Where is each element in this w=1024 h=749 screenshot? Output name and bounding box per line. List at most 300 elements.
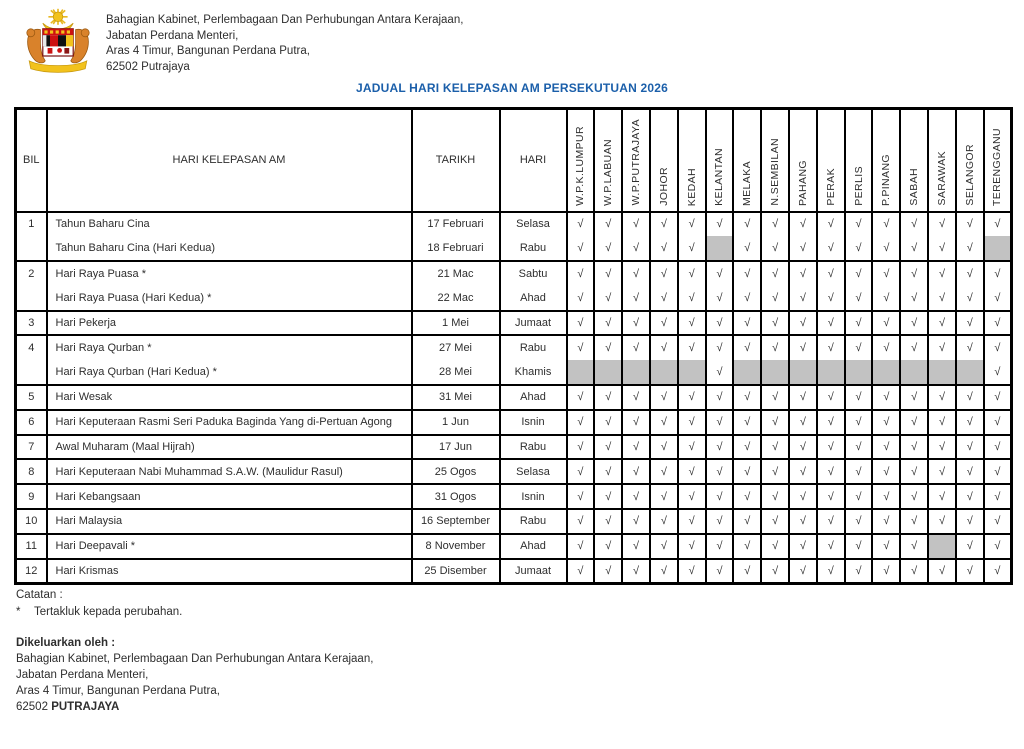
bil-cell: 8: [16, 459, 47, 484]
col-header-state-selangor: [956, 109, 984, 212]
table-row: [16, 261, 1012, 286]
holiday-date-cell: 1 Jun: [412, 410, 500, 435]
letterhead-line: Jabatan Perdana Menteri,: [106, 29, 239, 42]
check-cell: √: [872, 435, 900, 460]
holiday-day-cell: Selasa: [500, 459, 567, 484]
check-cell: √: [733, 385, 761, 410]
check-cell: √: [845, 261, 873, 286]
check-cell: √: [928, 509, 956, 534]
check-cell: √: [622, 459, 650, 484]
check-cell: √: [984, 385, 1012, 410]
col-header-day: HARI: [500, 109, 567, 212]
check-cell: √: [817, 212, 845, 237]
check-cell: √: [706, 286, 734, 311]
page-title: JADUAL HARI KELEPASAN AM PERSEKUTUAN 2026: [355, 81, 669, 95]
state-label: TERENGGANU: [991, 127, 1004, 206]
table-row: [16, 509, 1012, 534]
col-header-state-n-sembilan: [761, 109, 789, 212]
check-cell: √: [622, 335, 650, 360]
check-cell: √: [678, 509, 706, 534]
bil-cell: 12: [16, 559, 47, 584]
check-cell: √: [594, 261, 622, 286]
state-label: JOHOR: [657, 167, 670, 206]
check-cell: √: [650, 534, 678, 559]
check-cell: √: [845, 410, 873, 435]
check-cell: √: [678, 335, 706, 360]
table-header-row: [16, 109, 1012, 212]
catatan-note-text: Tertakluk kepada perubahan.: [34, 606, 183, 618]
holiday-name-cell: Tahun Baharu Cina (Hari Kedua): [47, 236, 412, 261]
not-applicable-cell: [567, 360, 595, 385]
check-cell: √: [956, 459, 984, 484]
state-label: W.P.LABUAN: [602, 138, 615, 206]
state-label: W.P.K.LUMPUR: [574, 125, 587, 206]
check-cell: √: [761, 435, 789, 460]
holiday-date-cell: 16 September: [412, 509, 500, 534]
check-cell: √: [622, 435, 650, 460]
check-cell: √: [622, 534, 650, 559]
holiday-date-cell: 18 Februari: [412, 236, 500, 261]
check-cell: √: [984, 410, 1012, 435]
col-header-state-johor: [650, 109, 678, 212]
check-cell: √: [956, 212, 984, 237]
check-cell: √: [733, 559, 761, 584]
check-cell: √: [733, 534, 761, 559]
table-row: [16, 410, 1012, 435]
issued-by-label: Dikeluarkan oleh :: [16, 637, 116, 649]
check-cell: √: [567, 212, 595, 237]
check-cell: √: [678, 559, 706, 584]
check-cell: √: [761, 459, 789, 484]
table-row: [16, 335, 1012, 360]
malaysia-coat-of-arms-logo: [18, 8, 98, 80]
col-header-state-pahang: [789, 109, 817, 212]
check-cell: √: [567, 534, 595, 559]
check-cell: √: [594, 459, 622, 484]
holiday-date-cell: 17 Februari: [412, 212, 500, 237]
catatan-label: Catatan :: [16, 589, 63, 601]
check-cell: √: [817, 236, 845, 261]
check-cell: √: [928, 212, 956, 237]
check-cell: √: [706, 435, 734, 460]
check-cell: √: [817, 435, 845, 460]
check-cell: √: [845, 311, 873, 336]
check-cell: √: [900, 335, 928, 360]
check-cell: √: [761, 335, 789, 360]
bil-cell: 10: [16, 509, 47, 534]
check-cell: √: [650, 286, 678, 311]
holiday-name-cell: Hari Raya Puasa (Hari Kedua) *: [47, 286, 412, 311]
check-cell: √: [706, 484, 734, 509]
check-cell: √: [872, 311, 900, 336]
check-cell: √: [761, 212, 789, 237]
check-cell: √: [733, 212, 761, 237]
catatan-note: [16, 604, 373, 620]
check-cell: √: [650, 435, 678, 460]
holiday-date-cell: 27 Mei: [412, 335, 500, 360]
holiday-day-cell: Ahad: [500, 534, 567, 559]
asterisk-marker: *: [16, 606, 21, 618]
col-header-state-w-p-labuan: [594, 109, 622, 212]
table-body: [16, 212, 1012, 584]
check-cell: √: [567, 559, 595, 584]
holiday-date-cell: 17 Jun: [412, 435, 500, 460]
holiday-date-cell: 21 Mac: [412, 261, 500, 286]
check-cell: √: [984, 360, 1012, 385]
check-cell: √: [733, 311, 761, 336]
holiday-date-cell: 28 Mei: [412, 360, 500, 385]
check-cell: √: [706, 459, 734, 484]
check-cell: √: [900, 435, 928, 460]
check-cell: √: [872, 484, 900, 509]
check-cell: √: [956, 286, 984, 311]
check-cell: √: [845, 484, 873, 509]
col-header-state-w-p-putrajaya: [622, 109, 650, 212]
check-cell: √: [928, 261, 956, 286]
not-applicable-cell: [622, 360, 650, 385]
col-header-state-sabah: [900, 109, 928, 212]
holiday-day-cell: Jumaat: [500, 311, 567, 336]
col-header-date: TARIKH: [412, 109, 500, 212]
check-cell: √: [594, 484, 622, 509]
table-row: [16, 534, 1012, 559]
check-cell: √: [706, 509, 734, 534]
check-cell: √: [817, 410, 845, 435]
check-cell: √: [928, 236, 956, 261]
check-cell: √: [817, 559, 845, 584]
state-label: PAHANG: [796, 159, 809, 206]
check-cell: √: [706, 212, 734, 237]
check-cell: √: [789, 435, 817, 460]
check-cell: √: [567, 311, 595, 336]
check-cell: √: [678, 410, 706, 435]
table-row: [16, 459, 1012, 484]
issued-city: PUTRAJAYA: [51, 701, 120, 713]
check-cell: √: [900, 385, 928, 410]
table-row: [16, 360, 1012, 385]
check-cell: √: [900, 311, 928, 336]
check-cell: √: [900, 559, 928, 584]
check-cell: √: [567, 410, 595, 435]
table-row: [16, 286, 1012, 311]
check-cell: √: [594, 385, 622, 410]
issued-by-city-line: [16, 699, 373, 715]
check-cell: √: [650, 459, 678, 484]
check-cell: √: [622, 385, 650, 410]
check-cell: √: [956, 261, 984, 286]
check-cell: √: [761, 236, 789, 261]
holiday-day-cell: Selasa: [500, 212, 567, 237]
state-label: SABAH: [908, 168, 921, 206]
check-cell: √: [761, 286, 789, 311]
holiday-name-cell: Hari Keputeraan Rasmi Seri Paduka Baginda Yang di-Pertuan Agong: [47, 410, 412, 435]
check-cell: √: [817, 335, 845, 360]
table-row: [16, 212, 1012, 237]
state-label: P.PINANG: [880, 153, 893, 206]
check-cell: √: [567, 385, 595, 410]
check-cell: √: [789, 484, 817, 509]
check-cell: √: [650, 311, 678, 336]
bil-cell: 3: [16, 311, 47, 336]
holiday-date-cell: 25 Ogos: [412, 459, 500, 484]
check-cell: √: [594, 410, 622, 435]
check-cell: √: [594, 311, 622, 336]
state-label: PERLIS: [852, 166, 865, 206]
check-cell: √: [956, 559, 984, 584]
check-cell: √: [594, 212, 622, 237]
not-applicable-cell: [761, 360, 789, 385]
state-label: N.SEMBILAN: [769, 138, 782, 206]
check-cell: √: [622, 261, 650, 286]
check-cell: √: [567, 459, 595, 484]
table-row: [16, 484, 1012, 509]
holiday-table: [14, 107, 1013, 585]
check-cell: √: [956, 484, 984, 509]
check-cell: √: [928, 459, 956, 484]
issued-postcode: 62502: [16, 701, 48, 713]
check-cell: √: [678, 459, 706, 484]
holiday-name-cell: Hari Pekerja: [47, 311, 412, 336]
check-cell: √: [984, 311, 1012, 336]
check-cell: √: [567, 335, 595, 360]
holiday-date-cell: 8 November: [412, 534, 500, 559]
check-cell: √: [872, 459, 900, 484]
check-cell: √: [845, 509, 873, 534]
holiday-name-cell: Hari Raya Qurban (Hari Kedua) *: [47, 360, 412, 385]
bil-cell: [16, 360, 47, 385]
holiday-name-cell: Tahun Baharu Cina: [47, 212, 412, 237]
check-cell: √: [845, 236, 873, 261]
check-cell: √: [817, 311, 845, 336]
table-row: [16, 311, 1012, 336]
footer-notes: [16, 587, 373, 715]
check-cell: √: [678, 385, 706, 410]
check-cell: √: [761, 484, 789, 509]
check-cell: √: [817, 509, 845, 534]
state-label: KEDAH: [685, 167, 698, 206]
table-row: [16, 385, 1012, 410]
holiday-name-cell: Hari Kebangsaan: [47, 484, 412, 509]
check-cell: √: [984, 484, 1012, 509]
holiday-date-cell: 31 Ogos: [412, 484, 500, 509]
check-cell: √: [733, 509, 761, 534]
check-cell: √: [622, 212, 650, 237]
check-cell: √: [567, 261, 595, 286]
check-cell: √: [928, 410, 956, 435]
check-cell: √: [845, 559, 873, 584]
not-applicable-cell: [956, 360, 984, 385]
check-cell: √: [650, 410, 678, 435]
check-cell: √: [789, 385, 817, 410]
holiday-day-cell: Ahad: [500, 385, 567, 410]
issued-by-line: Aras 4 Timur, Bangunan Perdana Putra,: [16, 685, 220, 697]
bil-cell: 1: [16, 212, 47, 237]
check-cell: √: [900, 534, 928, 559]
not-applicable-cell: [733, 360, 761, 385]
check-cell: √: [900, 212, 928, 237]
bil-cell: 7: [16, 435, 47, 460]
check-cell: √: [594, 335, 622, 360]
check-cell: √: [928, 559, 956, 584]
check-cell: √: [789, 459, 817, 484]
not-applicable-cell: [650, 360, 678, 385]
check-cell: √: [594, 559, 622, 584]
holiday-name-cell: Hari Wesak: [47, 385, 412, 410]
holiday-name-cell: Hari Deepavali *: [47, 534, 412, 559]
check-cell: √: [678, 435, 706, 460]
check-cell: √: [678, 212, 706, 237]
check-cell: √: [900, 286, 928, 311]
holiday-day-cell: Isnin: [500, 484, 567, 509]
not-applicable-cell: [594, 360, 622, 385]
check-cell: √: [789, 212, 817, 237]
holiday-day-cell: Ahad: [500, 286, 567, 311]
check-cell: √: [789, 410, 817, 435]
check-cell: √: [956, 509, 984, 534]
check-cell: √: [622, 484, 650, 509]
check-cell: √: [845, 286, 873, 311]
check-cell: √: [678, 261, 706, 286]
holiday-day-cell: Khamis: [500, 360, 567, 385]
check-cell: √: [956, 435, 984, 460]
state-label: MELAKA: [741, 160, 754, 206]
check-cell: √: [761, 410, 789, 435]
table-row: [16, 559, 1012, 584]
letterhead-line: 62502 Putrajaya: [106, 60, 190, 73]
check-cell: √: [706, 360, 734, 385]
holiday-date-cell: 22 Mac: [412, 286, 500, 311]
check-cell: √: [567, 435, 595, 460]
check-cell: √: [845, 212, 873, 237]
check-cell: √: [733, 459, 761, 484]
col-header-state-melaka: [733, 109, 761, 212]
check-cell: √: [789, 286, 817, 311]
check-cell: √: [817, 534, 845, 559]
check-cell: √: [872, 559, 900, 584]
check-cell: √: [872, 236, 900, 261]
check-cell: √: [956, 534, 984, 559]
check-cell: √: [567, 509, 595, 534]
check-cell: √: [761, 261, 789, 286]
check-cell: √: [928, 484, 956, 509]
check-cell: √: [789, 534, 817, 559]
holiday-name-cell: Hari Raya Qurban *: [47, 335, 412, 360]
check-cell: √: [872, 335, 900, 360]
holiday-date-cell: 31 Mei: [412, 385, 500, 410]
check-cell: √: [928, 335, 956, 360]
check-cell: √: [900, 484, 928, 509]
check-cell: √: [928, 435, 956, 460]
check-cell: √: [789, 335, 817, 360]
check-cell: √: [761, 385, 789, 410]
check-cell: √: [900, 509, 928, 534]
check-cell: √: [789, 559, 817, 584]
check-cell: √: [622, 410, 650, 435]
state-label: SELANGOR: [963, 144, 976, 206]
check-cell: √: [845, 435, 873, 460]
col-header-state-w-p-k-lumpur: [567, 109, 595, 212]
check-cell: √: [650, 559, 678, 584]
check-cell: √: [650, 261, 678, 286]
holiday-day-cell: Rabu: [500, 435, 567, 460]
check-cell: √: [984, 335, 1012, 360]
check-cell: √: [984, 534, 1012, 559]
letterhead: [106, 13, 463, 75]
bil-cell: 11: [16, 534, 47, 559]
check-cell: √: [650, 385, 678, 410]
check-cell: √: [622, 311, 650, 336]
not-applicable-cell: [984, 236, 1012, 261]
bil-cell: [16, 286, 47, 311]
holiday-name-cell: Hari Raya Puasa *: [47, 261, 412, 286]
check-cell: √: [900, 459, 928, 484]
holiday-name-cell: Hari Krismas: [47, 559, 412, 584]
col-header-state-p-pinang: [872, 109, 900, 212]
issued-by-line: Jabatan Perdana Menteri,: [16, 669, 149, 681]
check-cell: √: [733, 286, 761, 311]
col-header-state-kedah: [678, 109, 706, 212]
not-applicable-cell: [928, 360, 956, 385]
check-cell: √: [622, 559, 650, 584]
check-cell: √: [594, 509, 622, 534]
check-cell: √: [706, 311, 734, 336]
check-cell: √: [650, 212, 678, 237]
col-header-state-perlis: [845, 109, 873, 212]
check-cell: √: [928, 311, 956, 336]
check-cell: √: [984, 212, 1012, 237]
check-cell: √: [956, 335, 984, 360]
col-header-state-sarawak: [928, 109, 956, 212]
check-cell: √: [733, 410, 761, 435]
check-cell: √: [733, 484, 761, 509]
col-header-state-perak: [817, 109, 845, 212]
check-cell: √: [817, 261, 845, 286]
col-header-bil: BIL: [16, 109, 47, 212]
issued-by-line: Bahagian Kabinet, Perlembagaan Dan Perhubungan Antara Kerajaan,: [16, 653, 374, 665]
check-cell: √: [872, 509, 900, 534]
check-cell: √: [678, 286, 706, 311]
check-cell: √: [789, 311, 817, 336]
check-cell: √: [845, 459, 873, 484]
col-header-state-terengganu: [984, 109, 1012, 212]
holiday-name-cell: Hari Keputeraan Nabi Muhammad S.A.W. (Maulidur Rasul): [47, 459, 412, 484]
check-cell: √: [845, 335, 873, 360]
check-cell: √: [789, 509, 817, 534]
check-cell: √: [594, 435, 622, 460]
check-cell: √: [872, 261, 900, 286]
table-row: [16, 435, 1012, 460]
not-applicable-cell: [900, 360, 928, 385]
check-cell: √: [650, 484, 678, 509]
check-cell: √: [789, 261, 817, 286]
check-cell: √: [761, 509, 789, 534]
holiday-date-cell: 1 Mei: [412, 311, 500, 336]
check-cell: √: [900, 261, 928, 286]
check-cell: √: [650, 335, 678, 360]
check-cell: √: [733, 435, 761, 460]
check-cell: √: [622, 236, 650, 261]
check-cell: √: [956, 311, 984, 336]
bil-cell: 9: [16, 484, 47, 509]
holiday-day-cell: Rabu: [500, 509, 567, 534]
check-cell: √: [706, 261, 734, 286]
not-applicable-cell: [872, 360, 900, 385]
not-applicable-cell: [706, 236, 734, 261]
check-cell: √: [928, 286, 956, 311]
check-cell: √: [650, 236, 678, 261]
holiday-date-cell: 25 Disember: [412, 559, 500, 584]
check-cell: √: [956, 410, 984, 435]
